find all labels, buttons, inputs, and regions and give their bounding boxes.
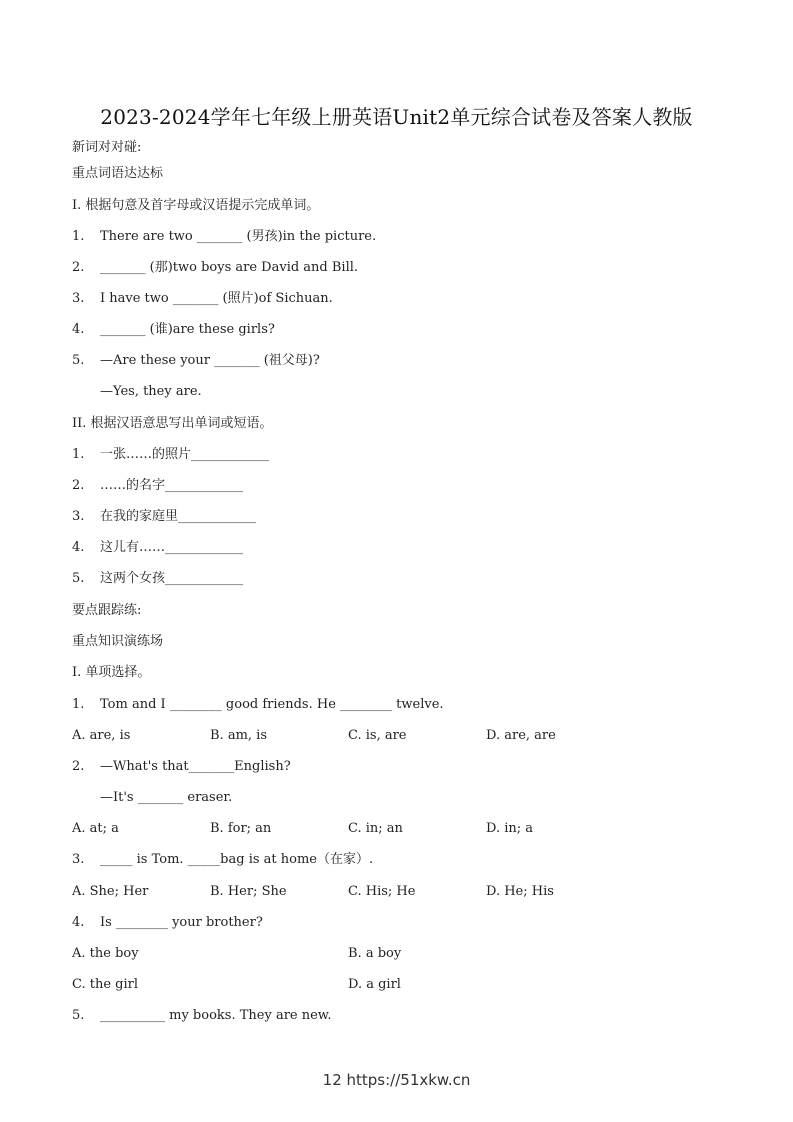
question-text: —Are these your _______ (祖父母)? [100, 353, 320, 368]
answer-line: —Yes, they are. [100, 384, 202, 399]
question-text: I have two _______ (照片)of Sichuan. [100, 291, 333, 306]
section-1-heading: I. 根据句意及首字母或汉语提示完成单词。 [72, 198, 320, 213]
question-number: 2. [72, 260, 85, 275]
question-number: 2. [72, 759, 85, 774]
option-b: B. a boy [348, 946, 402, 961]
question-number: 5. [72, 353, 85, 368]
heading-practice: 要点跟踪练: [72, 603, 142, 618]
question-text: 这儿有……____________ [100, 540, 244, 555]
section-3-heading: I. 单项选择。 [72, 665, 151, 680]
question-text: _______ (那)two boys are David and Bill. [100, 260, 359, 275]
question-text: ……的名字____________ [100, 478, 244, 493]
question-text: —What's that_______English? [100, 759, 291, 774]
question-number: 3. [72, 509, 85, 524]
question-text: __________ my books. They are new. [100, 1008, 332, 1023]
question-number: 3. [72, 852, 85, 867]
question-number: 1. [72, 229, 85, 244]
question-number: 4. [72, 540, 85, 555]
option-b: B. am, is [210, 728, 267, 743]
option-a: A. at; a [72, 821, 119, 836]
question-number: 1. [72, 697, 85, 712]
heading-new-words: 新词对对碰: [72, 140, 142, 155]
question-number: 1. [72, 447, 85, 462]
option-c: C. the girl [72, 977, 139, 992]
question-number: 4. [72, 915, 85, 930]
section-2-heading: II. 根据汉语意思写出单词或短语。 [72, 416, 273, 431]
question-number: 2. [72, 478, 85, 493]
document-title: 2023-2024学年七年级上册英语Unit2单元综合试卷及答案人教版 [100, 105, 693, 129]
option-d: D. He; His [486, 884, 554, 899]
option-a: A. the boy [72, 946, 139, 961]
page-footer: 12 https://51xkw.cn [322, 1071, 471, 1089]
question-number: 5. [72, 1008, 85, 1023]
option-c: C. in; an [348, 821, 403, 836]
option-c: C. is, are [348, 728, 407, 743]
option-c: C. His; He [348, 884, 416, 899]
question-number: 3. [72, 291, 85, 306]
question-text: 这两个女孩____________ [100, 571, 244, 586]
question-text: 在我的家庭里____________ [100, 509, 257, 524]
option-b: B. for; an [210, 821, 272, 836]
question-text: _______ (谁)are these girls? [100, 322, 275, 337]
heading-key-points: 重点知识演练场 [72, 634, 164, 649]
heading-key-words: 重点词语达达标 [72, 166, 164, 181]
question-number: 4. [72, 322, 85, 337]
option-a: A. are, is [72, 728, 131, 743]
question-text: There are two _______ (男孩)in the picture. [100, 229, 377, 244]
question-number: 5. [72, 571, 85, 586]
question-text: Tom and I ________ good friends. He ________ twelve. [100, 697, 444, 712]
question-text-line-2: —It's _______ eraser. [100, 790, 233, 805]
option-d: D. are, are [486, 728, 556, 743]
option-b: B. Her; She [210, 884, 287, 899]
option-d: D. in; a [486, 821, 534, 836]
question-text: 一张……的照片____________ [100, 447, 270, 462]
question-text: _____ is Tom. _____bag is at home（在家）. [100, 852, 374, 867]
option-a: A. She; Her [72, 884, 149, 899]
question-text: Is ________ your brother? [100, 915, 263, 930]
option-d: D. a girl [348, 977, 401, 992]
